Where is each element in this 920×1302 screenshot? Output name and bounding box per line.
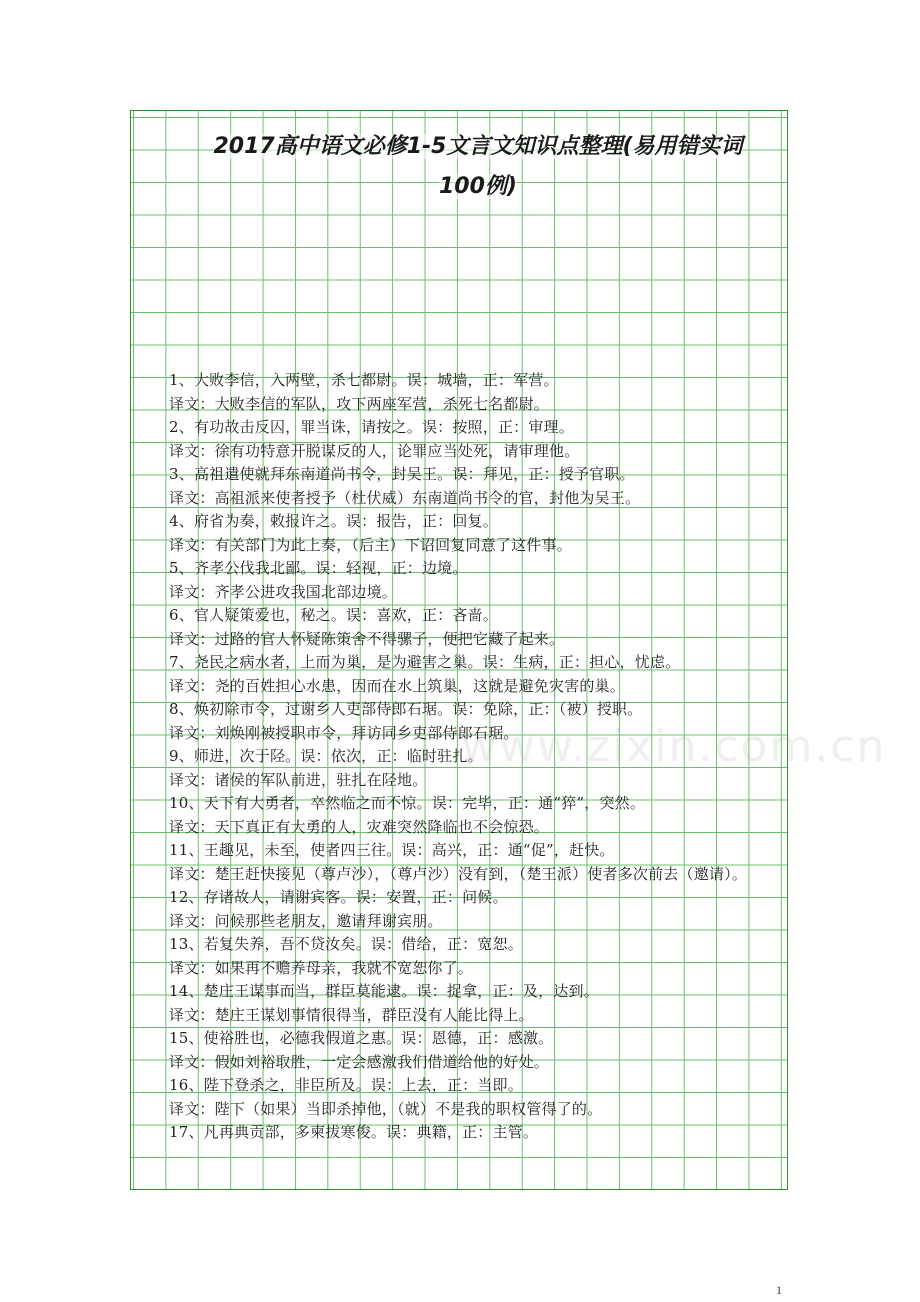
text-line: 17、凡再典贡部，多柬拔寒俊。误：典籍，正：主管。 — [169, 1123, 539, 1141]
text-line: 译文：如果再不赡养母亲，我就不宽恕你了。 — [169, 958, 474, 977]
text-line: 译文：楚王赶快接见（尊卢沙），（尊卢沙）没有到，（楚王派）使者多次前去（邀请）。 — [169, 864, 748, 883]
text-line: 1、大败李信，入两壁，杀七都尉。误：城墙，正：军营。 — [169, 371, 559, 389]
text-line: 9、师进，次于陉。误：依次，正：临时驻扎。 — [169, 747, 483, 765]
text-line: 译文：假如刘裕取胜，一定会感激我们借道给他的好处。 — [169, 1052, 550, 1071]
document-title — [131, 127, 787, 207]
page-number: 1 — [776, 1283, 782, 1297]
text-line: 14、楚庄王谋事而当，群臣莫能逮。误：捉拿，正：及，达到。 — [169, 982, 599, 1000]
text-line: 译文：高祖派来使者授予（杜伏威）东南道尚书令的官，封他为吴王。 — [169, 488, 641, 507]
text-line: 6、官人疑策爱也，秘之。误：喜欢，正：吝啬。 — [169, 606, 498, 624]
text-line: 16、陛下登杀之，非臣所及。误：上去，正：当即。 — [169, 1076, 523, 1094]
text-line: 10、天下有大勇者，卒然临之而不惊。误：完毕，正：通“猝”，突然。 — [169, 794, 646, 812]
text-line: 译文：天下真正有大勇的人，灾难突然降临也不会惊恐。 — [169, 817, 550, 836]
text-line: 译文：有关部门为此上奏，（后主）下诏回复同意了这件事。 — [169, 535, 572, 554]
grid-paper-sheet — [130, 110, 887, 1190]
document-body — [131, 369, 787, 1145]
title-line-2: 100例) — [439, 174, 517, 199]
text-line: 译文：问候那些老朋友，邀请拜谢宾朋。 — [169, 911, 443, 930]
text-line: 7、尧民之病水者，上而为巢，是为避害之巢。误：生病，正：担心，忧虑。 — [169, 653, 681, 671]
text-line: 译文：尧的百姓担心水患，因而在水上筑巢，这就是避免灾害的巢。 — [169, 676, 626, 695]
text-line: 译文：徐有功特意开脱谋反的人，论罪应当处死，请审理他。 — [169, 441, 580, 460]
text-line: 5、齐孝公伐我北鄙。误：轻视，正：边境。 — [169, 559, 468, 577]
text-line: 译文：大败李信的军队，攻下两座军营，杀死七名都尉。 — [169, 394, 550, 413]
watermark-text: www.zixin.com.cn — [461, 721, 887, 772]
text-line: 12、存诸故人，请谢宾客。误：安置，正：问候。 — [169, 888, 508, 906]
text-line: 13、若复失养，吾不贷汝矣。误：借给，正：宽恕。 — [169, 935, 523, 953]
text-line: 译文：陛下（如果）当即杀掉他，（就）不是我的职权管得了的。 — [169, 1099, 603, 1118]
text-line: 15、使裕胜也，必德我假道之惠。误：恩德，正：感激。 — [169, 1029, 554, 1047]
text-line: 11、王趣见，未至，使者四三往。误：高兴，正：通“促”，赶快。 — [169, 841, 615, 859]
text-line: 译文：齐孝公进攻我国北部边境。 — [169, 582, 398, 601]
text-line: 译文：诸侯的军队前进，驻扎在陉地。 — [169, 770, 428, 789]
text-line: 译文：楚庄王谋划事情很得当，群臣没有人能比得上。 — [169, 1005, 534, 1024]
text-line: 4、府省为奏，敕报许之。误：报告，正：回复。 — [169, 512, 498, 530]
text-line: 8、焕初除市令，过谢乡人吏部侍郎石琚。误：免除，正：（被）授职。 — [169, 700, 643, 718]
title-line-1: 2017高中语文必修1-5文言文知识点整理(易用错实词 — [213, 134, 743, 159]
text-line: 译文：过路的官人怀疑陈策舍不得骡子，便把它藏了起来。 — [169, 629, 565, 648]
text-line: 译文：刘焕刚被授职市令，拜访同乡吏部侍郎石琚。 — [169, 723, 519, 742]
text-line: 2、有功故击反囚，罪当诛，请按之。误：按照，正：审理。 — [169, 418, 574, 436]
text-line: 3、高祖遣使就拜东南道尚书令，封吴王。误：拜见，正：授予官职。 — [169, 465, 635, 483]
